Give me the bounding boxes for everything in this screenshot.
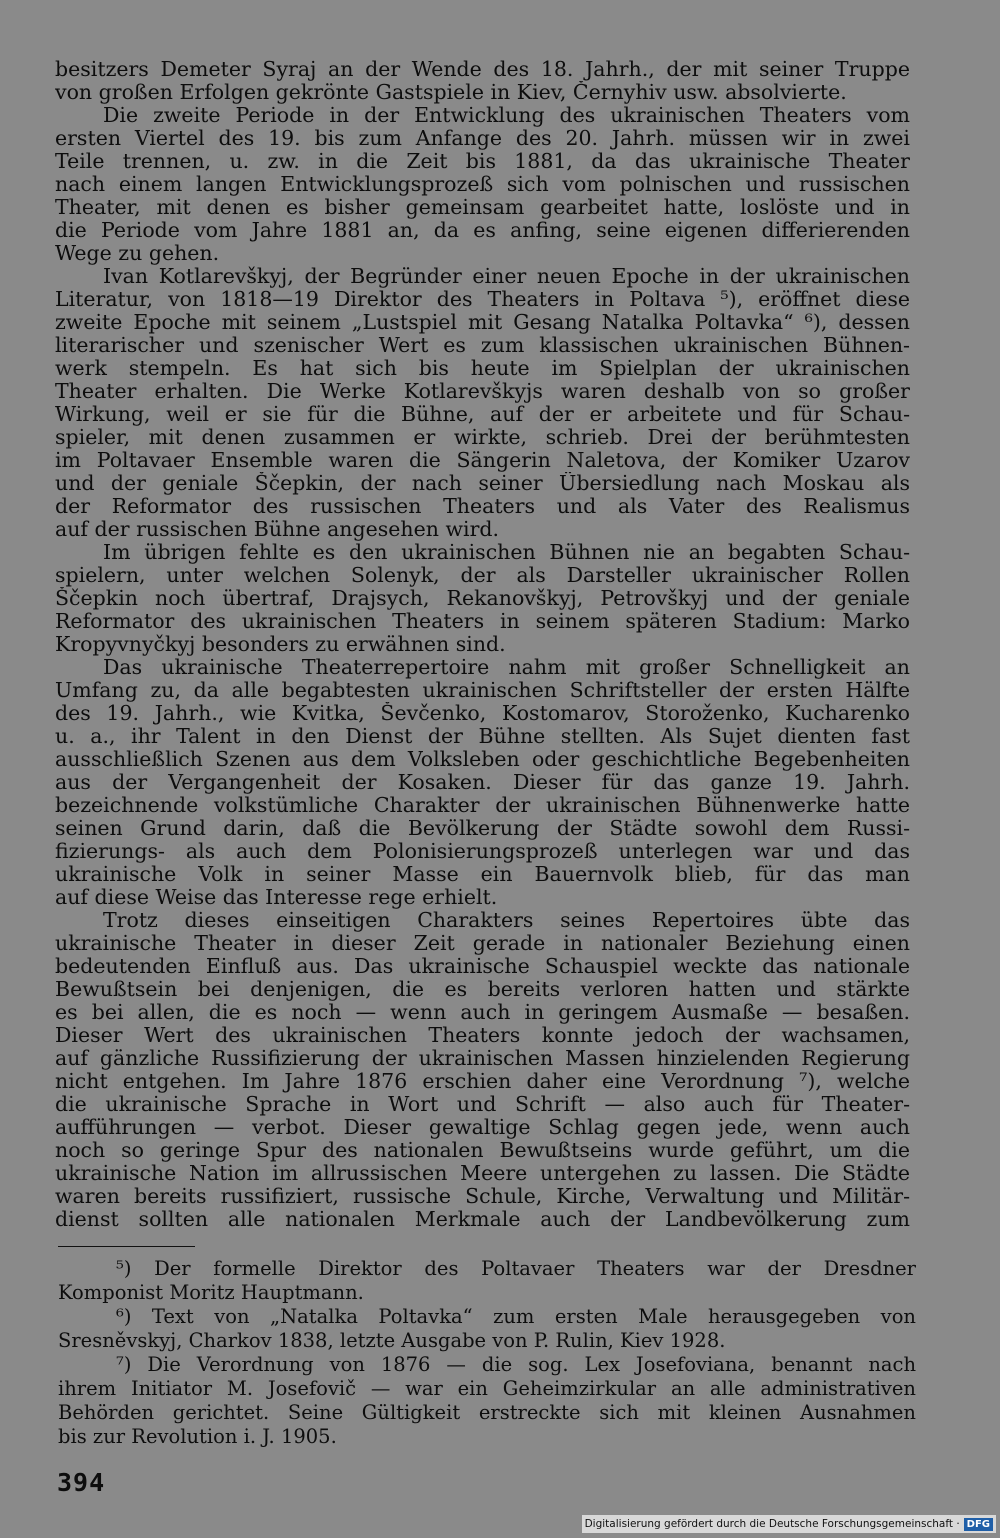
text-line: von großen Erfolgen gekrönte Gastspiele in Kiev, Černyhiv usw. absolvierte. bbox=[55, 81, 847, 104]
body-text bbox=[55, 58, 910, 1231]
text-line: auf diese Weise das Interesse rege erhielt. bbox=[55, 886, 498, 909]
digitization-credit bbox=[582, 1515, 996, 1533]
text-line: Literatur, von 1818—19 Direktor des Theaters in Poltava ⁵), eröffnet diese bbox=[55, 288, 910, 311]
text-line: werk stempeln. Es hat sich bis heute im Spielplan der ukrainischen bbox=[55, 357, 910, 380]
text-line: Teile trennen, u. zw. in die Zeit bis 1881, da das ukrainische Theater bbox=[55, 150, 910, 173]
text-line: es bei allen, die es noch — wenn auch in geringem Ausmaße — besaßen. bbox=[55, 1001, 910, 1024]
text-line: nicht entgehen. Im Jahre 1876 erschien daher eine Verordnung ⁷), welche bbox=[55, 1070, 910, 1093]
footnote-line: bis zur Revolution i. J. 1905. bbox=[58, 1425, 337, 1448]
footnote-line: Komponist Moritz Hauptmann. bbox=[58, 1281, 364, 1304]
footnote-line: ⁷) Die Verordnung von 1876 — die sog. Lex Josefoviana, benannt nach bbox=[116, 1353, 916, 1376]
text-line: Reformator des ukrainischen Theaters in seinem späteren Stadium: Marko bbox=[55, 610, 910, 633]
text-line: die Periode vom Jahre 1881 an, da es anfing, seine eigenen differierenden bbox=[55, 219, 910, 242]
text-line: ukrainische Nation im allrussischen Meere untergehen zu lassen. Die Städte bbox=[55, 1162, 910, 1185]
text-line: Ivan Kotlarevškyj, der Begründer einer neuen Epoche in der ukrainischen bbox=[103, 265, 910, 288]
text-line: Bewußtsein bei denjenigen, die es bereits verloren hatten und stärkte bbox=[55, 978, 910, 1001]
footnote-line: ihrem Initiator M. Josefovič — war ein Geheimzirkular an alle administrativen bbox=[58, 1377, 916, 1400]
text-line: Wirkung, weil er sie für die Bühne, auf der er arbeitete und für Schau- bbox=[55, 403, 910, 426]
text-line: Wege zu gehen. bbox=[55, 242, 220, 265]
text-line: Kropyvnyčkyj besonders zu erwähnen sind. bbox=[55, 633, 506, 656]
footnote-line: ⁵) Der formelle Direktor des Poltavaer Theaters war der Dresdner bbox=[116, 1257, 916, 1280]
text-line: noch so geringe Spur des nationalen Bewußtseins wurde geführt, um die bbox=[55, 1139, 910, 1162]
text-line: spieler, mit denen zusammen er wirkte, schrieb. Drei der berühmtesten bbox=[55, 426, 910, 449]
text-line: Dieser Wert des ukrainischen Theaters konnte jedoch der wachsamen, bbox=[55, 1024, 910, 1047]
footnotes bbox=[58, 1257, 916, 1449]
text-line: Theater, mit denen es bisher gemeinsam gearbeitet hatte, loslöste und in bbox=[55, 196, 910, 219]
text-line: Im übrigen fehlte es den ukrainischen Bühnen nie an begabten Schau- bbox=[103, 541, 910, 564]
footnote-line: ⁶) Text von „Natalka Poltavka“ zum ersten Male herausgegeben von bbox=[116, 1305, 916, 1328]
text-line: bezeichnende volkstümliche Charakter der ukrainischen Bühnenwerke hatte bbox=[55, 794, 910, 817]
text-line: Ščepkin noch übertraf, Drajsych, Rekanovškyj, Petrovškyj und der geniale bbox=[55, 587, 910, 610]
footnote-separator bbox=[58, 1246, 195, 1247]
text-line: nach einem langen Entwicklungsprozeß sich vom polnischen und russischen bbox=[55, 173, 910, 196]
text-line: literarischer und szenischer Wert es zum klassischen ukrainischen Bühnen- bbox=[55, 334, 910, 357]
text-line: ersten Viertel des 19. bis zum Anfange des 20. Jahrh. müssen wir in zwei bbox=[55, 127, 910, 150]
text-line: zweite Epoche mit seinem „Lustspiel mit Gesang Natalka Poltavka“ ⁶), dessen bbox=[55, 311, 910, 334]
page-number: 394 bbox=[57, 1468, 106, 1497]
text-line: ukrainische Theater in dieser Zeit gerade in nationaler Beziehung einen bbox=[55, 932, 910, 955]
text-line: auf der russischen Bühne angesehen wird. bbox=[55, 518, 500, 541]
digitization-credit-text: Digitalisierung gefördert durch die Deutsche Forschungsgemeinschaft · bbox=[584, 1518, 960, 1530]
text-line: der Reformator des russischen Theaters und als Vater des Realismus bbox=[55, 495, 910, 518]
text-line: Trotz dieses einseitigen Charakters seines Repertoires übte das bbox=[103, 909, 910, 932]
text-line: Umfang zu, da alle begabtesten ukrainischen Schriftsteller der ersten Hälfte bbox=[55, 679, 910, 702]
text-line: des 19. Jahrh., wie Kvitka, Ševčenko, Kostomarov, Storoženko, Kucharenko bbox=[55, 702, 910, 725]
text-line: aus der Vergangenheit der Kosaken. Dieser für das ganze 19. Jahrh. bbox=[55, 771, 910, 794]
footnote-line: Sresněvskyj, Charkov 1838, letzte Ausgabe von P. Rulin, Kiev 1928. bbox=[58, 1329, 726, 1352]
footnote-line: Behörden gerichtet. Seine Gültigkeit erstreckte sich mit kleinen Ausnahmen bbox=[58, 1401, 916, 1424]
text-line: bedeutenden Einfluß aus. Das ukrainische Schauspiel weckte das nationale bbox=[55, 955, 910, 978]
text-line: spielern, unter welchen Solenyk, der als Darsteller ukrainischer Rollen bbox=[55, 564, 910, 587]
text-line: dienst sollten alle nationalen Merkmale auch der Landbevölkerung zum bbox=[55, 1208, 910, 1231]
text-line: im Poltavaer Ensemble waren die Sängerin Naletova, der Komiker Uzarov bbox=[55, 449, 910, 472]
text-line: und der geniale Ščepkin, der nach seiner Übersiedlung nach Moskau als bbox=[55, 472, 910, 495]
text-line: Das ukrainische Theaterrepertoire nahm mit großer Schnelligkeit an bbox=[103, 656, 910, 679]
text-line: ukrainische Volk in seiner Masse ein Bauernvolk blieb, für das man bbox=[55, 863, 910, 886]
text-line: seinen Grund darin, daß die Bevölkerung der Städte sowohl dem Russi- bbox=[55, 817, 910, 840]
text-line: waren bereits russifiziert, russische Schule, Kirche, Verwaltung und Militär- bbox=[55, 1185, 910, 1208]
dfg-logo: DFG bbox=[964, 1518, 993, 1531]
text-line: aufführungen — verbot. Dieser gewaltige Schlag gegen jede, wenn auch bbox=[55, 1116, 910, 1139]
text-line: Die zweite Periode in der Entwicklung des ukrainischen Theaters vom bbox=[103, 104, 910, 127]
text-line: auf gänzliche Russifizierung der ukrainischen Massen hinzielenden Regierung bbox=[55, 1047, 910, 1070]
text-line: ausschließlich Szenen aus dem Volksleben oder geschichtliche Begebenheiten bbox=[55, 748, 910, 771]
text-line: u. a., ihr Talent in den Dienst der Bühne stellten. Als Sujet dienten fast bbox=[55, 725, 910, 748]
text-line: die ukrainische Sprache in Wort und Schrift — also auch für Theater- bbox=[55, 1093, 910, 1116]
text-line: Theater erhalten. Die Werke Kotlarevškyjs waren deshalb von so großer bbox=[55, 380, 910, 403]
text-line: besitzers Demeter Syraj an der Wende des 18. Jahrh., der mit seiner Truppe bbox=[55, 58, 910, 81]
text-line: fizierungs- als auch dem Polonisierungsprozeß unterlegen war und das bbox=[55, 840, 910, 863]
